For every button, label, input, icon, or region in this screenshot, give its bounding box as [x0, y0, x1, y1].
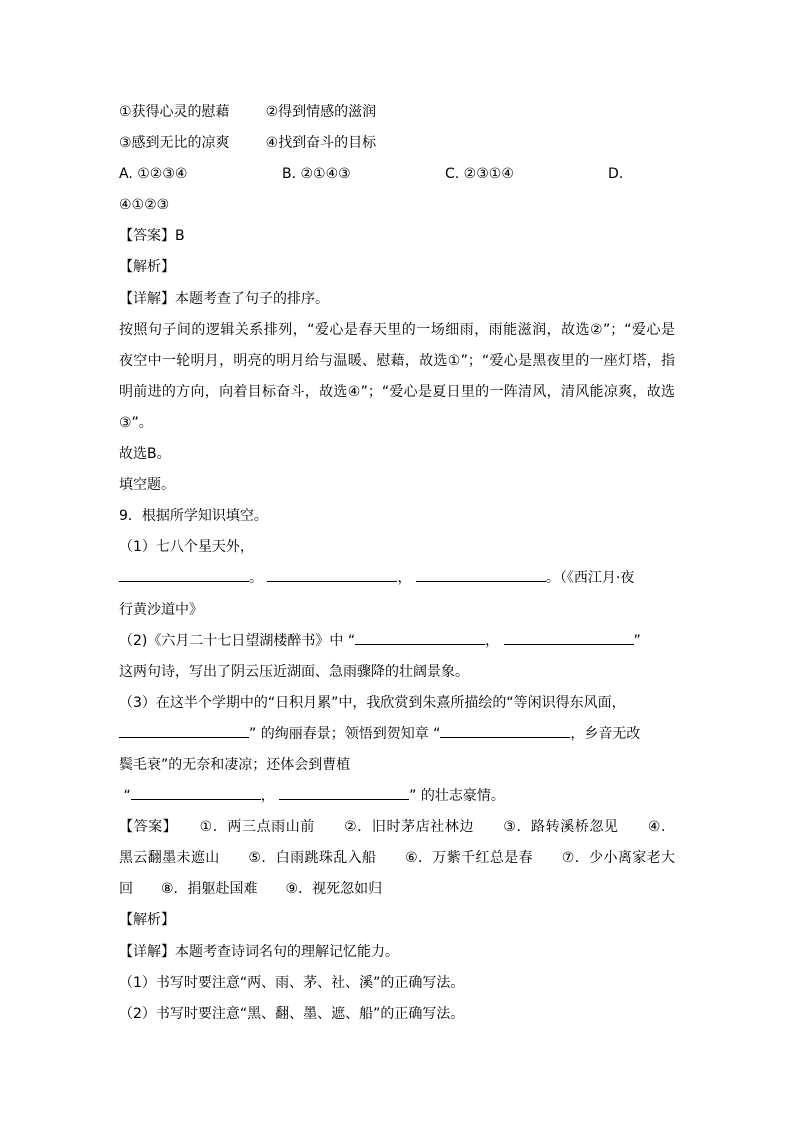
detail: 【详解】本题考查了句子的排序。	[119, 290, 329, 307]
sep: ”	[633, 632, 641, 649]
q9-p3-line2	[119, 719, 675, 750]
blank-4[interactable]	[355, 630, 485, 645]
item-2: ②得到情感的滋润	[265, 104, 377, 120]
text: ” 的壮志豪情。	[409, 788, 505, 805]
option-b: B. ②①④③	[282, 166, 351, 183]
explain-line: 按照句子间的逻辑关系排列，“爱心是春天里的一场细雨，雨能滋润，故选②”；“爱心是	[119, 321, 675, 338]
q9-p1-blanks	[119, 563, 675, 594]
q9-detail: 【详解】本题考查诗词名句的理解记忆能力。	[119, 943, 399, 960]
sep: 。	[249, 570, 263, 587]
text: “	[123, 788, 131, 805]
blank-9[interactable]	[279, 785, 409, 800]
explain-line: 夜空中一轮明月，明亮的明月给与温暖、慰藉，故选①”；“爱心是黑夜里的一座灯塔，指	[119, 352, 675, 369]
q9-answer-line: 回 ⑧．捐躯赴国难 ⑨．视死忽如归	[119, 881, 383, 898]
section-title: 填空题。	[119, 477, 175, 494]
item-4: ④找到奋斗的目标	[265, 135, 377, 152]
blank-3[interactable]	[416, 567, 546, 582]
q9-p3-line1: （3）在这半个学期中的“日积月累”中，我欣赏到朱熹所描绘的“等闲识得东风面，	[119, 694, 626, 711]
text: ，乡音无改	[570, 725, 641, 742]
item-1: ①获得心灵的慰藉	[119, 104, 230, 120]
option-c: C. ②③①④	[445, 166, 514, 183]
q9-p1-intro: （1）七八个星天外，	[119, 539, 254, 556]
analysis-label: 【解析】	[119, 259, 175, 276]
q9-note: （1）书写时要注意“两、雨、茅、社、溪”的正确写法。	[119, 974, 465, 991]
q9-answer-line: 黑云翻墨未遮山 ⑤．白雨跳珠乱入船 ⑥．万紫千红总是春 ⑦．少小离家老大	[119, 850, 675, 867]
document-page	[119, 97, 675, 1030]
q8-items-row2	[119, 128, 675, 159]
q9-p3-line3: 鬓毛衰”的无奈和凄凉；还体会到曹植	[119, 756, 351, 773]
p2-head: （2)《六月二十七日望湖楼醉书》中 “	[119, 632, 356, 649]
option-d-value: ④①②③	[119, 197, 170, 214]
item-3: ③感到无比的凉爽	[119, 135, 230, 152]
blank-6[interactable]	[119, 723, 249, 738]
sep: ，	[260, 788, 275, 805]
blank-2[interactable]	[267, 567, 397, 582]
source: 。（《西江月·夜	[545, 570, 635, 587]
option-d: D.	[608, 166, 624, 183]
q9-analysis-label: 【解析】	[119, 912, 175, 929]
explain-line: ③”。	[119, 414, 153, 431]
q9-note: （2）书写时要注意“黑、翻、墨、遮、船”的正确写法。	[119, 1005, 465, 1022]
q9-p2	[119, 626, 675, 657]
conclusion: 故选B。	[119, 446, 171, 463]
option-a: A. ①②③④	[119, 166, 188, 183]
sep: ，	[485, 632, 500, 649]
q9-p2-line2: 这两句诗，写出了阴云压近湖面、急雨骤降的壮阔景象。	[119, 663, 469, 680]
q8-items-row1	[119, 97, 675, 128]
q9-title: 9．根据所学知识填空。	[119, 508, 268, 525]
sep: ，	[397, 570, 412, 587]
q9-answer-line: 【答案】 ①．两三点雨山前 ②．旧时茅店社林边 ③．路转溪桥忽见 ④．	[119, 819, 675, 836]
explain-line: 明前进的方向，向着目标奋斗，故选④”；“爱心是夏日里的一阵清风，清风能凉爽，故选	[119, 383, 675, 400]
q9-p1-source-end: 行黄沙道中》	[119, 601, 203, 618]
blank-1[interactable]	[119, 567, 249, 582]
q9-p3-line4	[119, 781, 675, 812]
q8-options	[119, 159, 675, 190]
text: ” 的绚丽春景；领悟到贺知章 “	[249, 725, 441, 742]
blank-8[interactable]	[131, 785, 261, 800]
blank-5[interactable]	[504, 630, 634, 645]
blank-7[interactable]	[440, 723, 570, 738]
answer: 【答案】B	[119, 228, 185, 245]
